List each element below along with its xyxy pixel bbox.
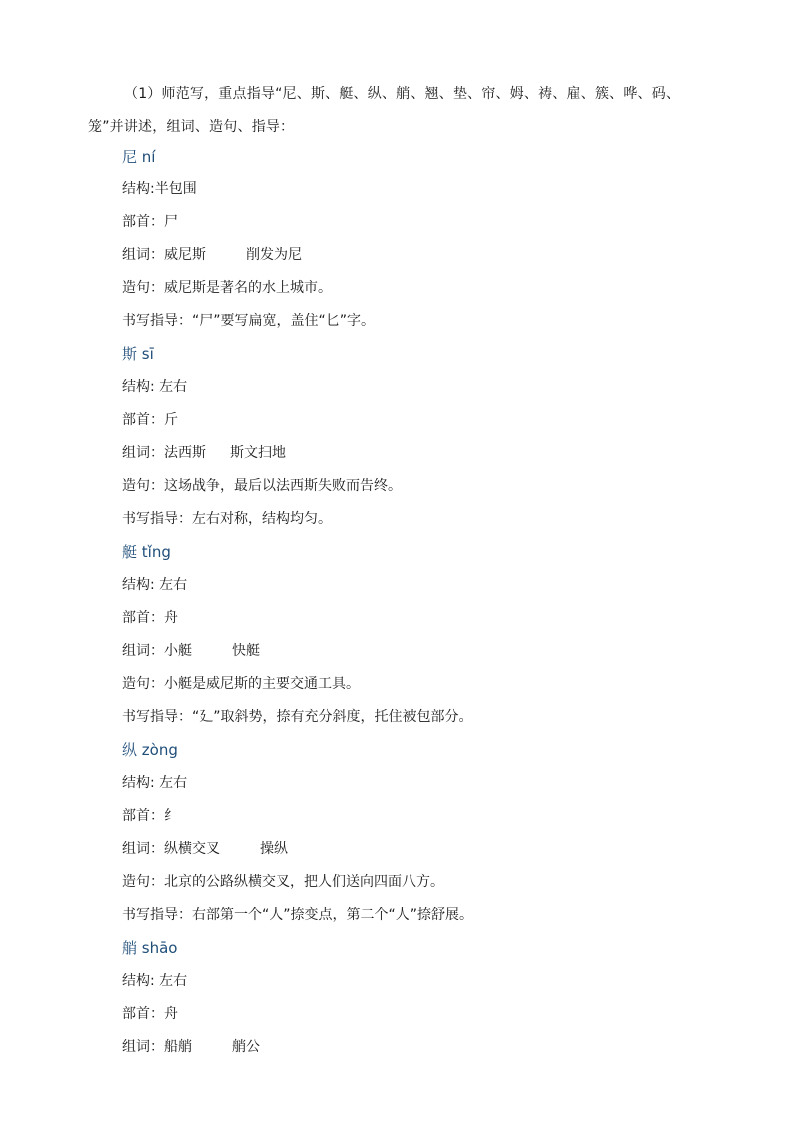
entry-words <box>122 839 288 859</box>
entry-words <box>122 1037 260 1057</box>
word-2: 削发为尼 <box>246 247 302 263</box>
entry-char: 艄 <box>122 939 138 957</box>
word-1: 小艇 <box>164 643 192 659</box>
word-1: 法西斯 <box>164 445 206 461</box>
entry-words <box>122 443 286 463</box>
entry-pinyin: sī <box>141 345 154 363</box>
entry-sentence: 造句：威尼斯是著名的水上城市。 <box>122 280 332 296</box>
words-label: 组词： <box>122 1039 164 1055</box>
entry-radical: 部首：纟 <box>122 808 178 824</box>
intro-paragraph: （1）师范写，重点指导“尼、斯、艇、纵、艄、翘、垫、帘、姆、祷、雇、簇、哗、码、笼”并讲述，组词、造句、指导： <box>88 86 681 135</box>
entry-structure: 结构:半包围 <box>122 181 197 197</box>
entry-char: 斯 <box>122 345 138 363</box>
word-1: 威尼斯 <box>164 247 206 263</box>
entry-guide: 书写指导：右部第一个“人”捺变点，第二个“人”捺舒展。 <box>122 907 474 923</box>
entry-structure: 结构: 左右 <box>122 577 188 593</box>
entry-heading <box>122 344 154 364</box>
entry-sentence: 造句：这场战争，最后以法西斯失败而告终。 <box>122 478 402 494</box>
entry-guide: 书写指导：左右对称，结构均匀。 <box>122 511 332 527</box>
entry-structure: 结构: 左右 <box>122 775 188 791</box>
words-label: 组词： <box>122 643 164 659</box>
entry-heading <box>122 542 171 562</box>
word-2: 斯文扫地 <box>230 445 286 461</box>
entry-heading <box>122 938 178 958</box>
entry-words <box>122 245 302 265</box>
entry-char: 纵 <box>122 741 138 759</box>
entry-radical: 部首：舟 <box>122 610 178 626</box>
word-2: 快艇 <box>232 643 260 659</box>
entry-sentence: 造句：北京的公路纵横交叉，把人们送向四面八方。 <box>122 874 444 890</box>
entry-pinyin: tǐng <box>141 543 171 561</box>
word-1: 纵横交叉 <box>164 841 220 857</box>
entry-radical: 部首：斤 <box>122 412 178 428</box>
entry-char: 尼 <box>122 148 138 166</box>
entry-radical: 部首：尸 <box>122 214 178 230</box>
entry-heading <box>122 740 178 760</box>
entry-structure: 结构: 左右 <box>122 973 188 989</box>
entry-pinyin: ní <box>141 148 156 166</box>
words-label: 组词： <box>122 841 164 857</box>
entry-structure: 结构: 左右 <box>122 379 188 395</box>
entry-guide: 书写指导：“廴”取斜势，捺有充分斜度，托住被包部分。 <box>122 709 473 725</box>
entry-pinyin: shāo <box>141 939 178 957</box>
entry-sentence: 造句：小艇是威尼斯的主要交通工具。 <box>122 676 360 692</box>
entry-heading <box>122 147 155 167</box>
entry-words <box>122 641 260 661</box>
entry-pinyin: zòng <box>141 741 178 759</box>
word-2: 艄公 <box>232 1039 260 1055</box>
words-label: 组词： <box>122 247 164 263</box>
words-label: 组词： <box>122 445 164 461</box>
entry-char: 艇 <box>122 543 138 561</box>
word-2: 操纵 <box>260 841 288 857</box>
entry-guide: 书写指导：“尸”要写扁宽，盖住“匕”字。 <box>122 313 376 329</box>
word-1: 船艄 <box>164 1039 192 1055</box>
entry-radical: 部首：舟 <box>122 1006 178 1022</box>
